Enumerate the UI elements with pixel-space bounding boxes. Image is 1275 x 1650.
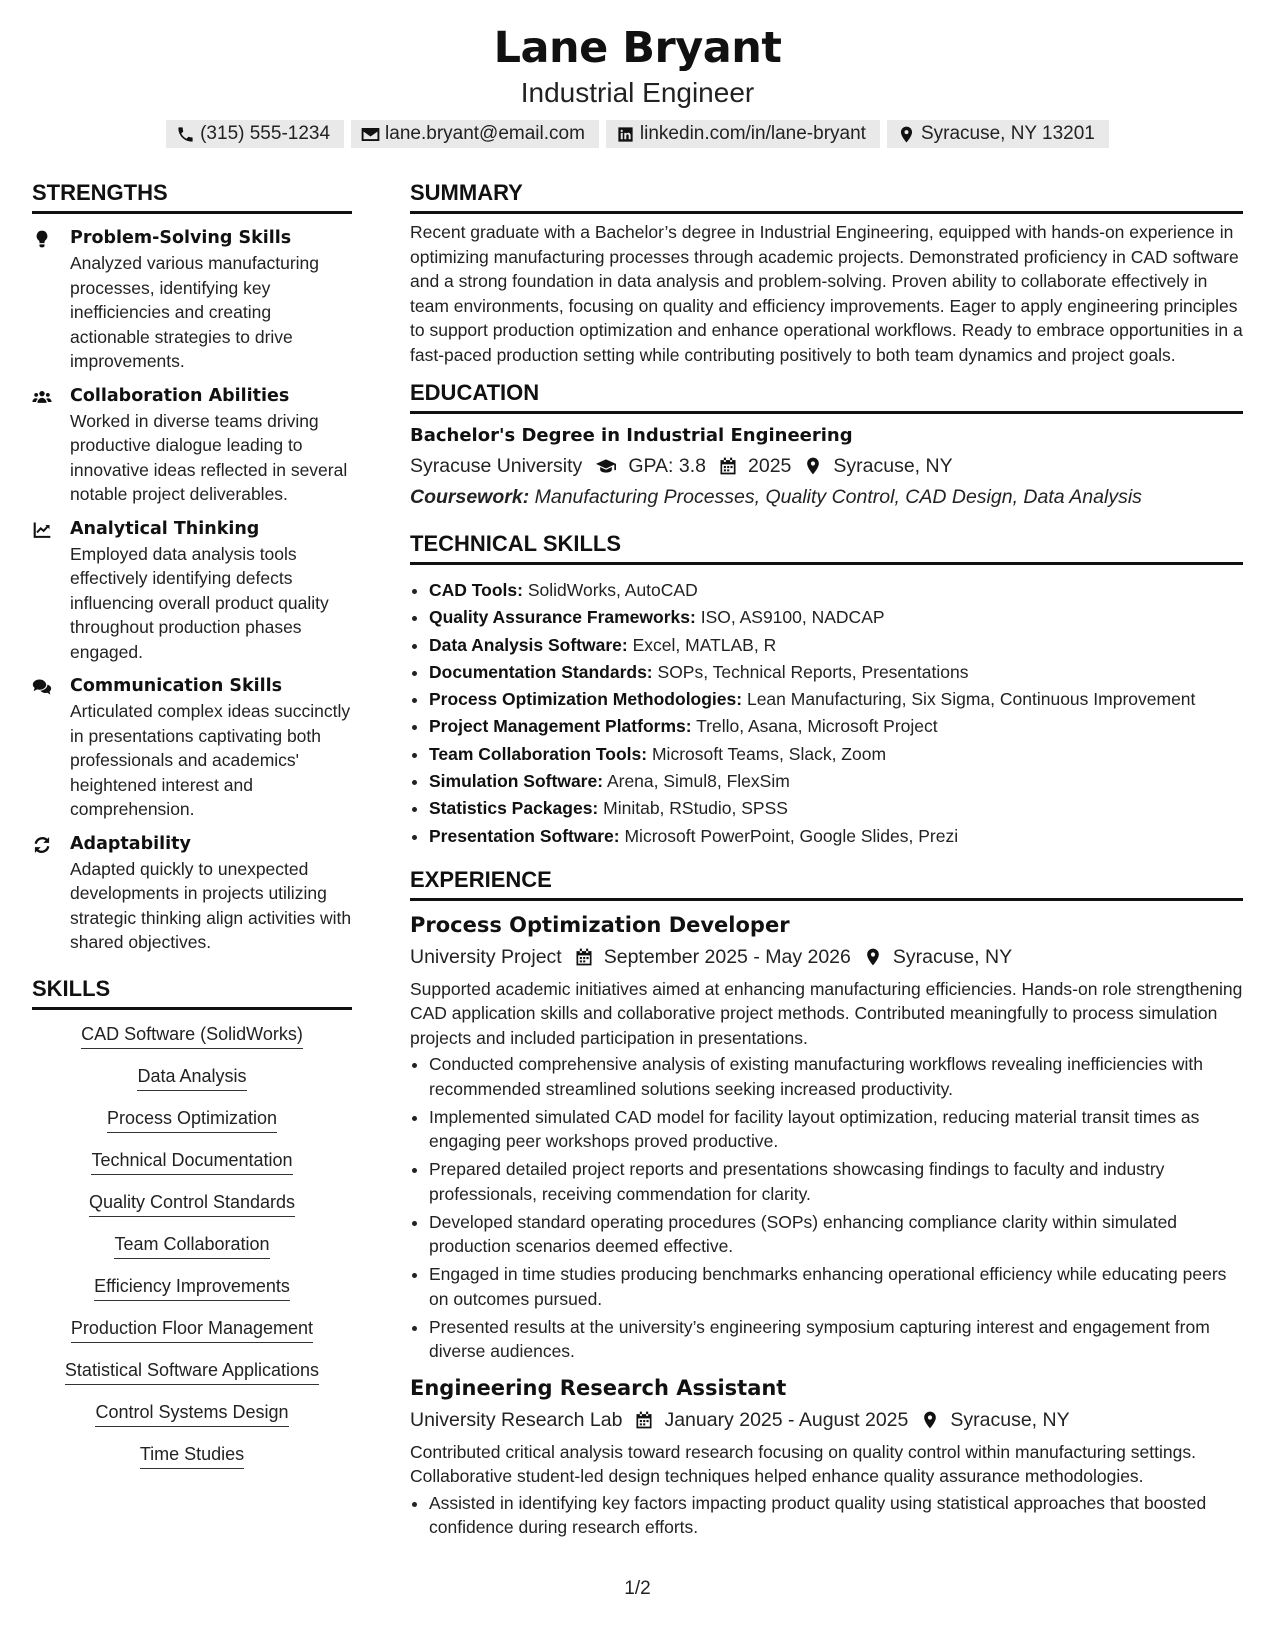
lightbulb-icon xyxy=(32,229,52,249)
candidate-name: Lane Bryant xyxy=(493,23,782,73)
degree-title: Bachelor's Degree in Industrial Engineering xyxy=(410,425,853,446)
strengths-heading: STRENGTHS xyxy=(32,181,352,214)
list-item xyxy=(429,713,1243,740)
skill-tag: Time Studies xyxy=(140,1444,244,1469)
skill-values: SOPs, Technical Reports, Presentations xyxy=(657,661,969,682)
job-bullets xyxy=(410,1052,1243,1364)
skill-values: Lean Manufacturing, Six Sigma, Continuous Improvement xyxy=(746,689,1196,710)
skill-category: Team Collaboration Tools: xyxy=(429,743,648,764)
strength-title: Problem-Solving Skills xyxy=(70,228,292,248)
contact-bar xyxy=(0,120,1275,148)
calendar-icon xyxy=(718,456,738,476)
experience-section xyxy=(410,868,1243,1540)
job-org: University Project xyxy=(410,945,562,968)
list-item: • Presented results at the university’s engineering symposium capturing interest and engagement from diverse audiences. xyxy=(429,1315,1243,1364)
list-item xyxy=(429,659,1243,686)
strength-desc: Analyzed various manufacturing processes, identifying key inefficiencies and creating actionable strategies to drive improvements. xyxy=(70,253,320,371)
list-item: • Conducted comprehensive analysis of existing manufacturing workflows revealing inefficiencies with recommended streamlined solutions seeking increased productivity. xyxy=(429,1052,1243,1101)
candidate-role: Industrial Engineer xyxy=(520,77,755,108)
skill-category: Simulation Software: xyxy=(429,771,604,792)
graduation-year: 2025 xyxy=(748,455,792,477)
skill-values: Microsoft Teams, Slack, Zoom xyxy=(651,743,887,764)
skill-tag: Efficiency Improvements xyxy=(94,1276,290,1301)
strength-title: Collaboration Abilities xyxy=(70,385,290,406)
skill-values: SolidWorks, AutoCAD xyxy=(527,580,698,600)
education-meta xyxy=(410,453,1243,479)
job-location: Syracuse, NY xyxy=(950,1408,1070,1431)
skill-category: Project Management Platforms: xyxy=(429,716,692,737)
strength-title: Adaptability xyxy=(70,833,191,854)
strength-desc: Adapted quickly to unexpected developments in projects utilizing strategic thinking align activities with shared objectives. xyxy=(70,858,352,952)
job-title: Engineering Research Assistant xyxy=(410,1375,787,1400)
strengths-list xyxy=(32,226,352,955)
list-item xyxy=(429,768,1243,795)
job-dates: January 2025 - August 2025 xyxy=(664,1408,909,1431)
phone-chip[interactable] xyxy=(166,120,344,148)
users-icon xyxy=(32,387,52,407)
job-bullets xyxy=(410,1491,1243,1540)
list-item xyxy=(429,823,1243,850)
strength-item xyxy=(32,517,352,665)
calendar-icon xyxy=(574,947,594,967)
location-chip xyxy=(887,120,1109,148)
skill-category: Documentation Standards: xyxy=(429,661,653,682)
strength-item xyxy=(32,674,352,822)
skill-tag: Technical Documentation xyxy=(91,1150,292,1175)
experience-heading: EXPERIENCE xyxy=(410,868,1243,901)
strength-desc: Articulated complex ideas succinctly in presentations captivating both professionals and academics' heightened interest and comprehension. xyxy=(70,701,351,819)
summary-text: Recent graduate with a Bachelor’s degree in Industrial Engineering, equipped with hands-on experience in optimizing manufacturing processes through academic projects. Demonstrated proficiency in CAD software and a strong foundation in data analysis and problem-solving. Proven ability to collaborate effectively in team environments, focusing on quality and efficiency improvements. Eager to apply engineering principles to support production optimization and enhance operational workflows. Ready to embrace opportunities in a fast-paced production setting while contributing positively to both team dynamics and project goals. xyxy=(410,222,1243,365)
right-column xyxy=(410,181,1243,1543)
job-meta xyxy=(410,944,1243,970)
map-pin-icon xyxy=(920,1410,940,1430)
job-org: University Research Lab xyxy=(410,1408,623,1431)
calendar-icon xyxy=(634,1410,654,1430)
skill-tag: Team Collaboration xyxy=(114,1234,269,1259)
envelope-icon xyxy=(361,125,380,144)
location-text: Syracuse, NY 13201 xyxy=(920,123,1095,144)
skill-tag: Quality Control Standards xyxy=(89,1192,295,1217)
map-pin-icon xyxy=(803,456,823,476)
strength-item xyxy=(32,226,352,374)
strength-desc: Worked in diverse teams driving productive dialogue leading to innovative ideas reflected in several notable project deliverables. xyxy=(70,410,348,504)
list-item xyxy=(429,604,1243,631)
linkedin-chip[interactable] xyxy=(606,120,880,148)
list-item: • Prepared detailed project reports and presentations showcasing findings to faculty and industry professionals, receiving commendation for clarity. xyxy=(429,1157,1243,1206)
email-text: lane.bryant@email.com xyxy=(385,123,585,144)
map-pin-icon xyxy=(863,947,883,967)
coursework xyxy=(410,484,1243,510)
list-item xyxy=(429,795,1243,822)
strength-desc: Employed data analysis tools effectively identifying defects influencing overall product quality throughout production phases engaged. xyxy=(70,543,329,662)
skill-category: Process Optimization Methodologies: xyxy=(429,689,743,710)
skill-tag: CAD Software (SolidWorks) xyxy=(81,1024,303,1049)
sync-icon xyxy=(32,835,52,855)
strength-item xyxy=(32,832,352,955)
job-description: Supported academic initiatives aimed at enhancing manufacturing efficiencies. Hands-on role strengthening CAD application skills and collaborative project methods. Contributed meaningfully to process simulation projects and included participation in presentations. xyxy=(410,978,1243,1048)
school-location: Syracuse, NY xyxy=(833,455,953,477)
list-item xyxy=(429,577,1243,604)
skill-tag: Data Analysis xyxy=(137,1066,246,1091)
map-pin-icon xyxy=(897,125,916,144)
job-dates: September 2025 - May 2026 xyxy=(603,945,851,968)
skills-heading: SKILLS xyxy=(32,977,352,1010)
list-item xyxy=(429,686,1243,713)
skill-category: Quality Assurance Frameworks: xyxy=(429,607,696,628)
list-item: • Developed standard operating procedures (SOPs) enhancing compliance clarity within simulated production scenarios deemed effective. xyxy=(429,1210,1243,1259)
list-item xyxy=(429,632,1243,659)
skills-section xyxy=(32,977,352,1486)
left-column xyxy=(32,181,352,1486)
list-item xyxy=(429,741,1243,768)
skills-list xyxy=(32,1024,352,1486)
skill-values: Minitab, RStudio, SPSS xyxy=(603,798,788,819)
list-item: • Engaged in time studies producing benchmarks enhancing operational efficiency while educating peers on outcomes pursued. xyxy=(429,1262,1243,1311)
page-number: 1/2 xyxy=(624,1578,651,1599)
strength-item xyxy=(32,384,352,507)
list-item: • Implemented simulated CAD model for facility layout optimization, reducing material transit times as engaging peer workshops proved productive. xyxy=(429,1105,1243,1154)
skill-values: Arena, Simul8, FlexSim xyxy=(606,771,790,792)
job-meta xyxy=(410,1407,1243,1433)
technical-skills-heading: TECHNICAL SKILLS xyxy=(410,532,1243,565)
job-title: Process Optimization Developer xyxy=(410,912,790,937)
linkedin-icon xyxy=(616,125,635,144)
skill-values: Trello, Asana, Microsoft Project xyxy=(696,716,938,737)
job-entry xyxy=(410,911,1243,1364)
linkedin-text: linkedin.com/in/lane-bryant xyxy=(639,123,866,144)
skill-category: CAD Tools: xyxy=(429,580,523,600)
graduation-cap-icon xyxy=(594,456,618,476)
phone-text: (315) 555-1234 xyxy=(200,123,331,144)
gpa-text: GPA: 3.8 xyxy=(628,455,706,477)
list-item: • Assisted in identifying key factors impacting product quality using statistical approaches that boosted confidence during research efforts. xyxy=(429,1491,1243,1540)
technical-skills-list xyxy=(410,577,1243,850)
skill-category: Presentation Software: xyxy=(429,825,620,846)
job-location: Syracuse, NY xyxy=(892,945,1013,968)
skill-values: Excel, MATLAB, R xyxy=(632,634,777,655)
skill-values: Microsoft PowerPoint, Google Slides, Prezi xyxy=(624,825,959,846)
education-section xyxy=(410,381,1243,510)
summary-section xyxy=(410,181,1243,367)
strength-title: Communication Skills xyxy=(70,676,283,696)
comments-icon xyxy=(32,677,52,697)
email-chip[interactable] xyxy=(351,120,599,148)
coursework-list: Manufacturing Processes, Quality Control, CAD Design, Data Analysis xyxy=(534,486,1142,508)
skill-values: ISO, AS9100, NADCAP xyxy=(700,607,885,628)
education-heading: EDUCATION xyxy=(410,381,1243,414)
summary-heading: SUMMARY xyxy=(410,181,1243,214)
chart-line-icon xyxy=(32,520,52,540)
skill-tag: Control Systems Design xyxy=(95,1402,288,1427)
strength-title: Analytical Thinking xyxy=(70,518,260,539)
coursework-label: Coursework: xyxy=(410,486,530,508)
phone-icon xyxy=(176,125,195,144)
skill-tag: Statistical Software Applications xyxy=(65,1360,319,1385)
skill-category: Data Analysis Software: xyxy=(429,634,628,655)
job-description: Contributed critical analysis toward research focusing on quality control within manufacturing settings. Collaborative student-led design techniques helped enhance quality assurance methodologies. xyxy=(410,1441,1196,1487)
resume-header xyxy=(0,22,1275,148)
job-entry xyxy=(410,1374,1243,1540)
skill-category: Statistics Packages: xyxy=(429,798,599,819)
technical-skills-section xyxy=(410,532,1243,850)
skill-tag: Production Floor Management xyxy=(71,1318,313,1343)
school-name: Syracuse University xyxy=(410,455,583,477)
skill-tag: Process Optimization xyxy=(107,1108,277,1133)
